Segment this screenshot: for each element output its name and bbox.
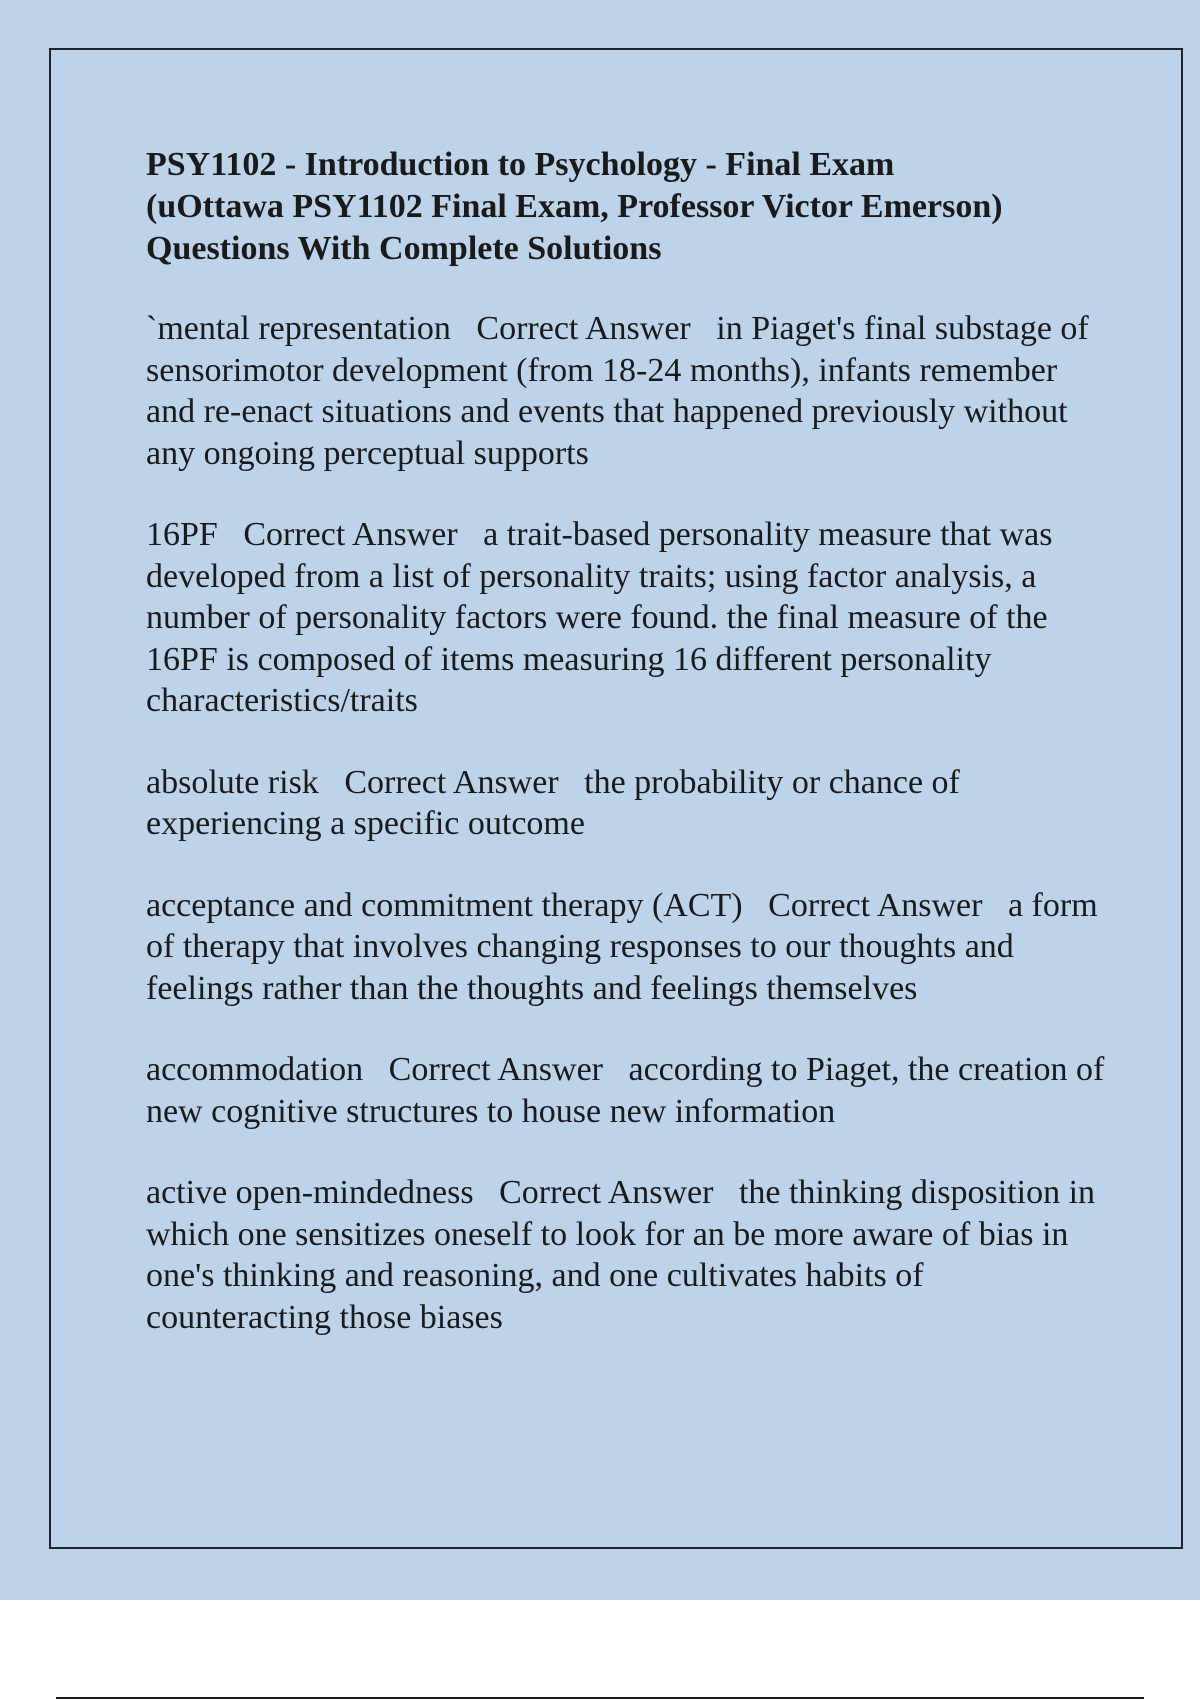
entry-definition: according to Piaget, the creation of new cognitive structures to house new information — [146, 1051, 1105, 1130]
qa-entry — [146, 1049, 1106, 1132]
entry-definition: a trait-based personality measure that was developed from a list of personality traits; using factor analysis, a number of personality factors were found. the final measure of the 16PF is composed of items measuring 16 different personality characteristics/traits — [146, 516, 1053, 719]
entry-definition: a form of therapy that involves changing responses to our thoughts and feelings rather than the thoughts and feelings themselves — [146, 886, 1098, 1007]
entry-term: `mental representation — [146, 310, 451, 347]
qa-entry — [146, 308, 1106, 474]
answer-label: Correct Answer — [344, 763, 559, 801]
answer-label: Correct Answer — [768, 886, 983, 924]
entry-definition: in Piaget's final substage of sensorimotor development (from 18-24 months), infants remember and re-enact situations and events that happened previously without any ongoing perceptual supports — [146, 310, 1089, 472]
qa-entry — [146, 514, 1106, 722]
document-body — [146, 144, 1106, 1378]
title-line: PSY1102 - Introduction to Psychology - Final Exam — [146, 146, 895, 183]
entry-definition: the thinking disposition in which one sensitizes oneself to look for an be more aware of bias in one's thinking and reasoning, and one cultivates habits of counteracting those biases — [146, 1174, 1096, 1336]
answer-label: Correct Answer — [499, 1174, 714, 1211]
answer-label: Correct Answer — [476, 310, 691, 347]
qa-entry — [146, 1172, 1106, 1338]
entry-definition: the probability or chance of experiencing a specific outcome — [146, 763, 960, 842]
entry-term: 16PF — [146, 516, 218, 553]
footer-divider — [56, 1697, 1144, 1699]
entry-term: absolute risk — [146, 763, 319, 801]
qa-entry — [146, 885, 1106, 1010]
title-line: (uOttawa PSY1102 Final Exam, Professor Victor Emerson) — [146, 188, 1003, 225]
answer-label: Correct Answer — [388, 1051, 603, 1088]
answer-label: Correct Answer — [243, 516, 458, 553]
title-line: Questions With Complete Solutions — [146, 230, 662, 267]
entry-term: accommodation — [146, 1051, 364, 1088]
document-title — [146, 144, 1106, 270]
qa-entry — [146, 762, 1106, 845]
entry-term: acceptance and commitment therapy (ACT) — [146, 886, 743, 924]
entry-term: active open-mindedness — [146, 1174, 474, 1211]
